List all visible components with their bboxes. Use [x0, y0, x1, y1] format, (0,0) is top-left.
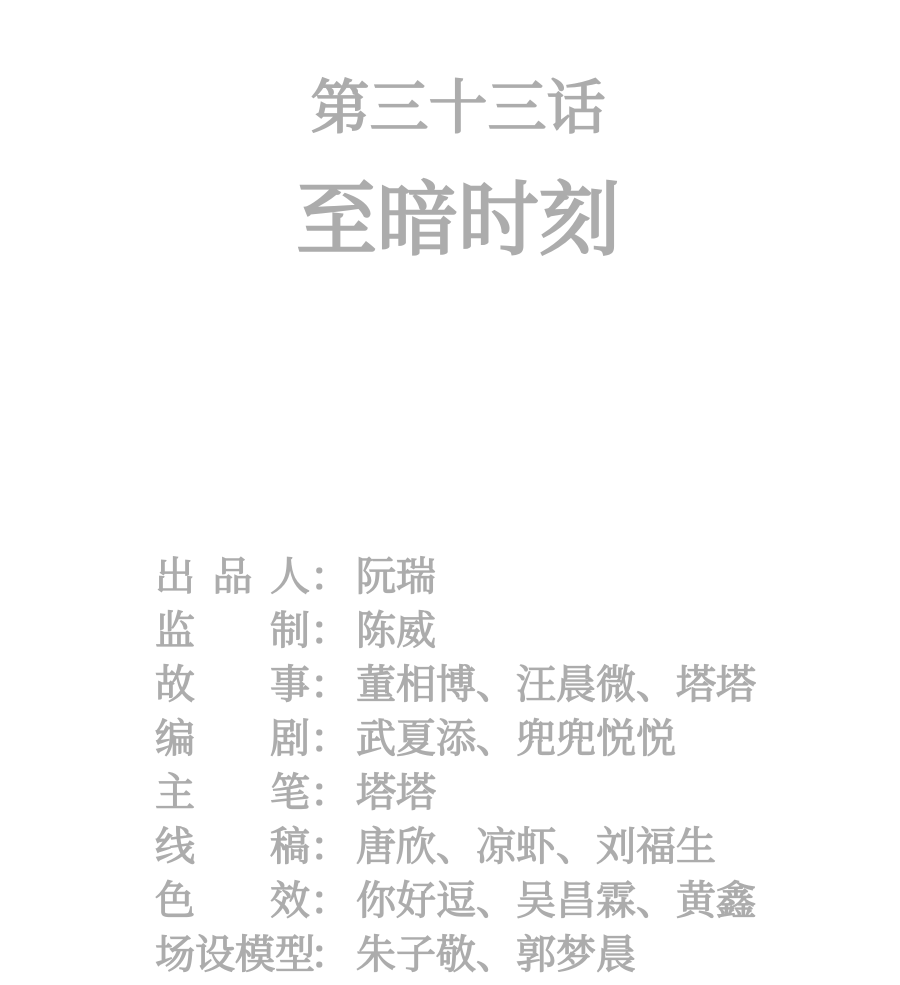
chapter-number-label: 第三十三话	[310, 75, 606, 141]
credit-names: 董相博、汪晨微、塔塔	[356, 662, 756, 707]
credit-role-char: 制	[270, 608, 310, 653]
credit-role-char: 出	[155, 554, 195, 599]
credit-role-char: 监	[155, 608, 195, 653]
credit-role-char: 线	[155, 824, 195, 869]
chapter-title: 至暗时刻	[295, 176, 620, 266]
credit-role-char: 设	[195, 932, 235, 977]
credit-row	[155, 604, 756, 658]
credit-row	[155, 766, 756, 820]
credit-row	[155, 550, 756, 604]
credit-colon: ：	[310, 824, 350, 869]
credit-colon: ：	[310, 932, 350, 977]
credit-role-char: 品	[212, 554, 253, 599]
credit-role-char: 笔	[270, 770, 310, 815]
credit-role-char: 效	[270, 878, 310, 923]
credit-colon: ：	[310, 770, 350, 815]
credit-role-char: 人	[270, 554, 310, 599]
credit-role-char: 编	[155, 716, 195, 761]
credit-names: 唐欣、凉虾、刘福生	[356, 824, 716, 869]
credit-role-label	[155, 608, 310, 653]
credit-role-char: 场	[155, 932, 195, 977]
credit-colon: ：	[310, 662, 350, 707]
credit-role-char: 事	[270, 662, 310, 707]
credit-names: 你好逗、吴昌霖、黄鑫	[356, 878, 756, 923]
credit-row	[155, 928, 756, 982]
credit-role-label	[155, 824, 310, 869]
credit-names: 武夏添、兜兜悦悦	[356, 716, 676, 761]
credit-row	[155, 712, 756, 766]
credit-role-char: 型	[275, 932, 315, 977]
credit-role-label	[155, 932, 315, 977]
credit-colon: ：	[310, 878, 350, 923]
credit-role-char: 故	[155, 662, 195, 707]
credit-role-label	[155, 878, 310, 923]
credit-names: 阮瑞	[356, 554, 436, 599]
credit-colon: ：	[310, 716, 350, 761]
credit-row	[155, 874, 756, 928]
credit-colon: ：	[310, 554, 350, 599]
credits-list	[155, 550, 756, 982]
credit-role-label	[155, 770, 310, 815]
credit-row	[155, 820, 756, 874]
credit-role-char: 剧	[270, 716, 310, 761]
credit-role-char: 稿	[270, 824, 310, 869]
credit-names: 塔塔	[356, 770, 436, 815]
credit-role-label	[155, 662, 310, 707]
credit-row	[155, 658, 756, 712]
credit-role-char: 主	[155, 770, 195, 815]
credit-role-char: 色	[155, 878, 195, 923]
credit-role-label	[155, 716, 310, 761]
credit-names: 朱子敬、郭梦晨	[356, 932, 636, 977]
credit-role-label	[155, 554, 310, 599]
credit-colon: ：	[310, 608, 350, 653]
credit-names: 陈威	[356, 608, 436, 653]
credit-role-char: 模	[235, 932, 275, 977]
